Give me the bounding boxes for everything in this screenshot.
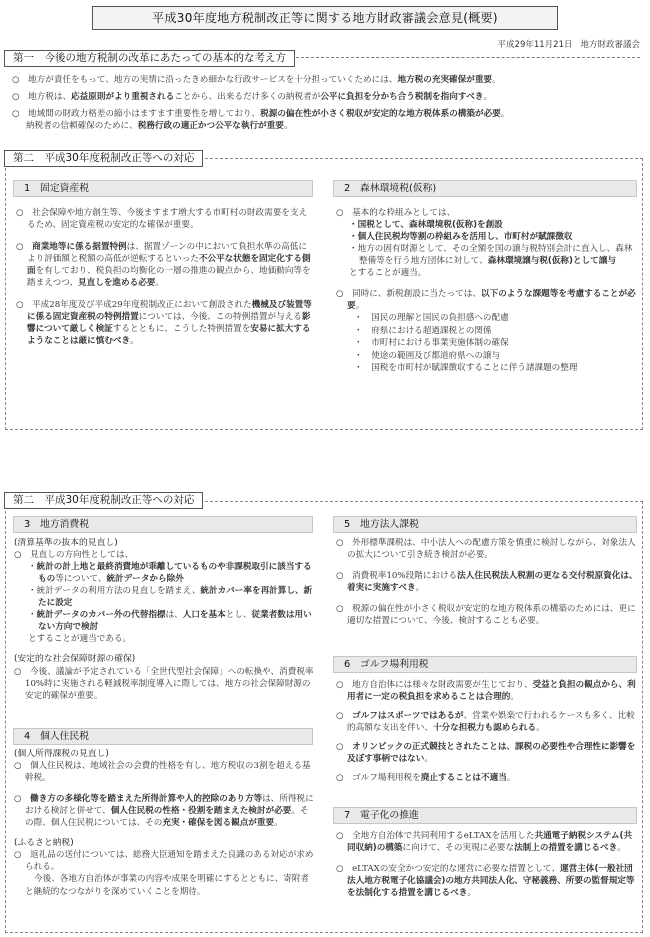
subhead-local-corporate-tax: 5 地方法人課税	[333, 516, 637, 533]
c3-p1: ○ 見直しの方向性としては、	[14, 550, 134, 561]
col-golf-course-tax	[336, 679, 638, 784]
c3-label-1: (清算基準の抜本的見直し)	[14, 538, 118, 548]
document-title: 平成30年度地方税制改正等に関する地方財政審議会意見(概要)	[92, 6, 558, 30]
date: 平成29年11月21日	[497, 40, 573, 50]
c2-p1: ○ 基本的な枠組みとしては、	[336, 208, 456, 218]
c2-l2: ・個人住民税均等割の枠組みを活用し、市町村が賦課徴収	[349, 232, 573, 243]
subhead-golf-course-tax: 6 ゴルフ場利用税	[333, 656, 637, 673]
s1-bullet-2: ○ 地方税は、応益原則がより重視されることから、出来るだけ多くの納税者が公平に負担を分かち合う税制を指向すべき。	[12, 92, 493, 103]
col-digitalization	[336, 830, 638, 899]
c2-issue-item: ・ 市町村における事業実施体制の確保	[354, 338, 509, 349]
c3-l1: ・統計の計上地と最終消費地が乖離しているものや非課税取引に該当するもの等について、統計データから除外	[28, 562, 312, 585]
subhead-fixed-asset-tax: 1 固定資産税	[13, 180, 313, 197]
c2-issue-item: ・ 府県における超過課税との関係	[354, 325, 492, 336]
c7-p2: ○ eLTAXの安全かつ安定的な運営に必要な措置として、運営主体(一般社団法人地方税電子化協議会)の地方共同法人化、守秘義務、所要の監督規定等を法制化する措置を講じるべき。	[336, 864, 635, 899]
subhead-forest-tax: 2 森林環境税(仮称)	[333, 180, 637, 197]
section-1-body	[12, 74, 640, 132]
c2-l1: ・国税として、森林環境税(仮称)を創設	[349, 220, 503, 231]
c1-p1: ○ 社会保障や地方創生等、今後ますます増大する市町村の財政需要を支えるため、固定資産税の安定的な確保が重要。	[16, 208, 308, 231]
c2-issue-item: ・ 使途の範囲及び都道府県への譲与	[354, 350, 501, 361]
c2-issue-item: ・ 国税を市町村が賦課徴収することに伴う諸課題の整理	[354, 363, 578, 374]
col-individual-resident-tax	[14, 748, 314, 898]
c6-p1: ○ 地方自治体には様々な財政需要が生じており、受益と負担の観点から、利用者に一定の税負担を求めることは合理的。	[336, 680, 636, 703]
c6-p3: ○ オリンピックの正式競技とされたことは、課税の必要性や合理性に影響を及ぼす事柄ではない。	[336, 742, 636, 765]
c4-label-1: (個人所得課税の見直し)	[14, 749, 109, 759]
subhead-local-consumption-tax: 3 地方消費税	[13, 516, 313, 533]
s1-bullet-3-cont: 納税者の信頼確保のために、税務行政の適正かつ公平な執行が重要。	[26, 121, 293, 132]
c4-label-2: (ふるさと納税)	[14, 838, 74, 849]
c5-p3: ○ 税源の偏在性が小さく税収が安定的な地方税体系の構築のためには、更に適切な措置について、今後、検討することも必要。	[336, 604, 636, 627]
s1-bullet-3: ○ 地域間の財政力格差の縮小はますます重要性を増しており、税源の偏在性が小さく税収が安定的な地方税体系の構築が必要。	[12, 109, 510, 120]
c3-l3: ・統計データのカバー外の代替指標は、人口を基本とし、従業者数は用いない方向で検討	[28, 610, 312, 633]
c3-label-2: (安定的な社会保障財源の確保)	[14, 654, 136, 665]
col-fixed-asset-tax	[16, 207, 314, 347]
date-line	[490, 40, 640, 52]
c6-p4: ○ ゴルフ場利用税を廃止することは不適当。	[336, 773, 516, 784]
c5-p2: ○ 消費税率10%段階における法人住民税法人税割の更なる交付税原資化は、着実に実施すべき。	[336, 571, 638, 594]
c3-p2: とすることが適当である。	[28, 634, 132, 645]
c4-p2: ○ 働き方の多様化等を踏まえた所得計算や人的控除のあり方等は、所得税における検討と併せて、個人住民税の性格・役割を踏まえた検討が必要。その際、個人住民税については、その充実・確保を図る観点が重要。	[14, 794, 314, 829]
section-1-heading: 第一 今後の地方税制の改革にあたっての基本的な考え方	[4, 50, 295, 67]
c5-p1: ○ 外形標準課税は、中小法人への配慮方策を慎重に検討しながら、対象法人の拡大について引き続き検討が必要。	[336, 538, 636, 561]
c4-p1: ○ 個人住民税は、地域社会の会費的性格を有し、地方税収の3割を超える基幹税。	[14, 761, 311, 784]
section-3-heading: 第二 平成30年度税制改正等への対応	[4, 492, 203, 509]
subhead-digitalization: 7 電子化の推進	[333, 807, 637, 824]
c2-p2: とすることが適当。	[349, 268, 427, 279]
c1-p2: ○ 商業地等に係る据置特例は、据置ゾーンの中において負担水準の高低により評価額と税額の高低が逆転するといった不公平な状態を固定化する側面を有しており、税負担の均衡化の一層の推進の観点から、地価動向等を踏まえつつ、見直しを進める必要。	[16, 242, 311, 289]
c3-p3: ○ 今後、議論が予定されている「全世代型社会保障」への転換や、消費税率10%時に実施される軽減税率制度導入に際しては、地方の社会保障財源の安定的確保が重要。	[14, 666, 314, 701]
c4-p3: ○ 返礼品の送付については、総務大臣通知を踏まえた良識のある対応が求められる。	[14, 850, 314, 873]
subhead-individual-resident-tax: 4 個人住民税	[13, 728, 313, 745]
c2-l3: ・地方の固有財源として、その全額を国の譲与税特別会計に直入し、森林整備等を行う地方団体に対して、森林環境譲与税(仮称)として譲与	[349, 244, 633, 267]
s1-bullet-1: ○ 地方が責任をもって、地方の実情に沿ったきめ細かな行政サービスを十分担っていくためには、地方税の充実確保が重要。	[12, 75, 501, 85]
organization: 地方財政審議会	[580, 40, 640, 50]
c2-p3: ○ 同時に、新税創設に当たっては、以下のような課題等を考慮することが必要。	[336, 289, 636, 312]
c1-p3: ○ 平成28年度及び平成29年度税制改正において創設された機械及び装置等に係る固定資産税の特例措置については、今後、この特例措置が与える影響について厳しく検証するとともに、こうした特例措置を安易に拡大するようなことは厳に慎むべき。	[16, 300, 312, 347]
col-forest-tax	[336, 207, 636, 375]
c3-l2: ・統計データの利用方法の見直しを踏まえ、統計カバー率を再計算し、新たに設定	[28, 586, 313, 609]
col-local-consumption-tax	[14, 537, 314, 702]
c2-issue-list	[336, 312, 636, 374]
c2-issue-item: ・ 国民の理解と国民の負担感への配慮	[354, 313, 509, 324]
c7-p1: ○ 全地方自治体で共同利用するeLTAXを活用した共通電子納税システム(共同収納)の構築に向けて、その実現に必要な法制上の措置を講じるべき。	[336, 831, 633, 854]
section-2-heading: 第二 平成30年度税制改正等への対応	[4, 150, 203, 167]
c4-p4: 今後、各地方自治体が事業の内容や成果を明確にするとともに、寄附者と継続的なつながりを深めていくことを期待。	[25, 874, 310, 897]
c6-p2: ○ ゴルフはスポーツではあるが、営業や娯楽で行われるケースも多く、比較的高額な支出を伴い、十分な担税力も認められる。	[336, 711, 635, 734]
col-local-corporate-tax	[336, 537, 638, 627]
